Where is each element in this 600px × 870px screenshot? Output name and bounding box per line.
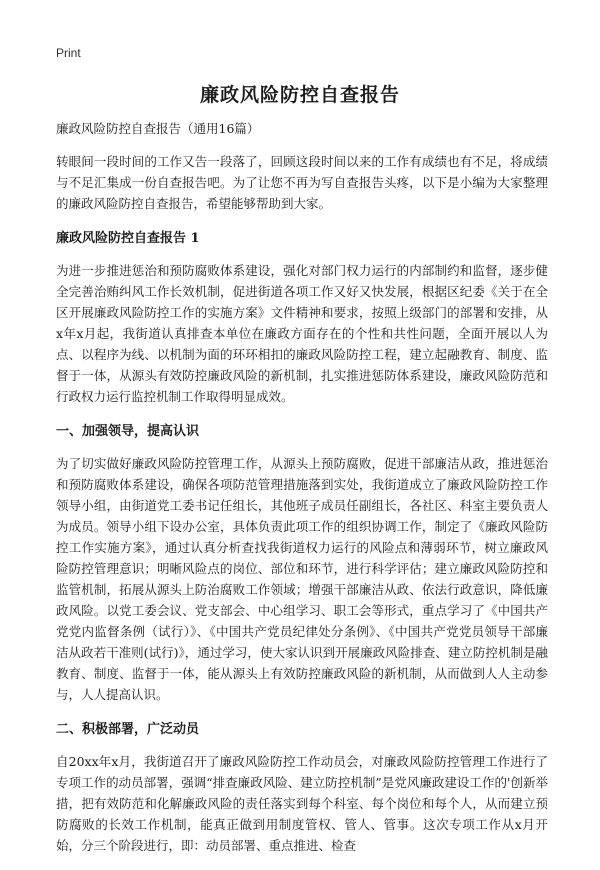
section-heading-1: 廉政风险防控自查报告 1 [56, 231, 200, 246]
document-body [56, 118, 548, 870]
section1-paragraph: 为进一步推进惩治和预防腐败体系建设，强化对部门权力运行的内部制约和监督，逐步健全完善治贿纠风工作长效机制，促进街道各项工作又好又快发展，根据区纪委《关于在全区开展廉政风险防控工作的实施方案》文件精神和要求，按照上级部门的部署和安排，从x年x月起，我街道认真排查本单位在廉政方面存在的个性和共性问题，全面开展以人为点、以程序为线、以机制为面的环环相扣的廉政风险防控工程，建立起融教育、制度、监督于一体，从源头有效防控廉政风险的新机制，扎实推进惩防体系建设，廉政风险防范和行政权力运行监控机制工作取得明显成效。 [56, 263, 548, 404]
part1-paragraph: 为了切实做好廉政风险防控管理工作，从源头上预防腐败，促进干部廉洁从政，推进惩治和预防腐败体系建设，确保各项防范管理措施落到实处，我街道成立了廉政风险防控工作领导小组，由街道党工委书记任组长，其他班子成员任副组长，各社区、科室主要负责人为成员。领导小组下设办公室，具体负责此项工作的组织协调工作，制定了《廉政风险防控工作实施方案》，通过认真分析查找我街道权力运行的风险点和薄弱环节，树立廉政风险防控管理意识；明晰风险点的岗位、部位和环节，进行科学评估；建立廉政风险防控和监管机制，拓展从源头上防治腐败工作领域；增强干部廉洁从政、依法行政意识，降低廉政风险。以党工委会议、党支部会、中心组学习、职工会等形式，重点学习了《中国共产党党内监督条例（试行）》、《中国共产党员纪律处分条例》、《中国共产党党员领导干部廉洁从政若干准则(试行)》，通过学习，使大家认识到开展廉政风险排查、建立防控机制是融教育、制度、监督于一体，能从源头上有效防控廉政风险的新机制，从而做到人人主动参与，人人提高认识。 [56, 456, 548, 702]
part2-paragraph: 自20xx年x月，我街道召开了廉政风险防控工作动员会，对廉政风险防控管理工作进行了专项工作的动员部署，强调“排查廉政风险、建立防控机制”是党风廉政建设工作的'创新举措，把有效防范和化解廉政风险的责任落实到每个科室、每个岗位和每个人，从而建立预防腐败的长效工作机制，能真正做到用制度管权、管人、管事。这次专项工作从x月开始，分三个阶段进行，即：动员部署、重点推进、检查 [56, 754, 548, 853]
part-heading-2: 二、积极部署，广泛动员 [56, 722, 200, 737]
print-link[interactable]: Print [56, 46, 81, 60]
part-heading-1: 一、加强领导，提高认识 [56, 424, 200, 439]
page-title: 廉政风险防控自查报告 [199, 84, 400, 106]
intro-paragraph: 转眼间一段时间的工作又告一段落了，回顾这段时间以来的工作有成绩也有不足，将成绩与不足汇集成一份自查报告吧。为了让您不再为写自查报告头疼，以下是小编为大家整理的廉政风险防控自查报告，希望能够帮助到大家。 [56, 154, 548, 211]
document-subtitle: 廉政风险防控自查报告（通用16篇） [56, 121, 260, 136]
